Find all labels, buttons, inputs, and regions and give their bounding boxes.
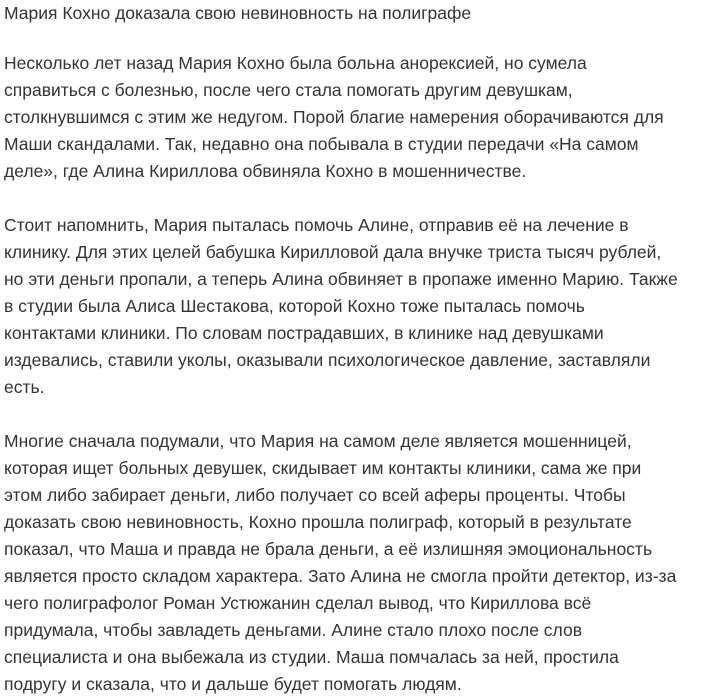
- paragraph-line: в студии была Алиса Шестакова, которой Кохно тоже пыталась помочь: [4, 296, 585, 316]
- paragraph-line: деле», где Алина Кириллова обвиняла Кохно в мошенничестве.: [4, 161, 527, 181]
- paragraph-line: клинику. Для этих целей бабушка Кирилловой дала внучке триста тысяч рублей,: [4, 242, 662, 262]
- paragraph-line: которая ищет больных девушек, скидывает им контакты клиники, сама же при: [4, 458, 642, 478]
- paragraph-line: Несколько лет назад Мария Кохно была больна анорексией, но сумела: [4, 53, 587, 73]
- paragraph-line: придумала, чтобы завладеть деньгами. Алине стало плохо после слов: [4, 620, 582, 640]
- article-title: Мария Кохно доказала свою невиновность на полиграфе: [4, 3, 472, 23]
- paragraph-line: справиться с болезнью, после чего стала помогать другим девушкам,: [4, 80, 573, 100]
- paragraph-line: издевались, ставили уколы, оказывали психологическое давление, заставляли: [4, 350, 651, 370]
- paragraph-line: но эти деньги пропали, а теперь Алина обвиняет в пропаже именно Марию. Также: [4, 269, 678, 289]
- article: [4, 0, 704, 698]
- article-paragraph-1: [4, 50, 704, 185]
- paragraph-line: этом либо забирает деньги, либо получает со всей аферы проценты. Чтобы: [4, 485, 626, 505]
- paragraph-line: Маши скандалами. Так, недавно она побывала в студии передачи «На самом: [4, 134, 639, 154]
- paragraph-line: подругу и сказала, что и дальше будет помогать людям.: [4, 674, 462, 694]
- paragraph-line: является просто складом характера. Зато Алина не смогла пройти детектор, из-за: [4, 566, 677, 586]
- article-paragraph-3: [4, 428, 704, 698]
- article-paragraph-2: [4, 212, 704, 401]
- paragraph-line: чего полиграфолог Роман Устюжанин сделал вывод, что Кириллова всё: [4, 593, 592, 613]
- paragraph-line: есть.: [4, 377, 45, 397]
- paragraph-line: показал, что Маша и правда не брала деньги, а её излишняя эмоциональность: [4, 539, 653, 559]
- paragraph-line: контактами клиники. По словам пострадавших, в клинике над девушками: [4, 323, 604, 343]
- paragraph-line: доказать свою невиновность, Кохно прошла полиграф, который в результате: [4, 512, 632, 532]
- paragraph-line: Многие сначала подумали, что Мария на самом деле является мошенницей,: [4, 431, 632, 451]
- paragraph-line: Стоит напомнить, Мария пыталась помочь Алине, отправив её на лечение в: [4, 215, 629, 235]
- paragraph-line: специалиста и она выбежала из студии. Маша помчалась за ней, простила: [4, 647, 619, 667]
- paragraph-line: столкнувшимся с этим же недугом. Порой благие намерения оборачиваются для: [4, 107, 664, 127]
